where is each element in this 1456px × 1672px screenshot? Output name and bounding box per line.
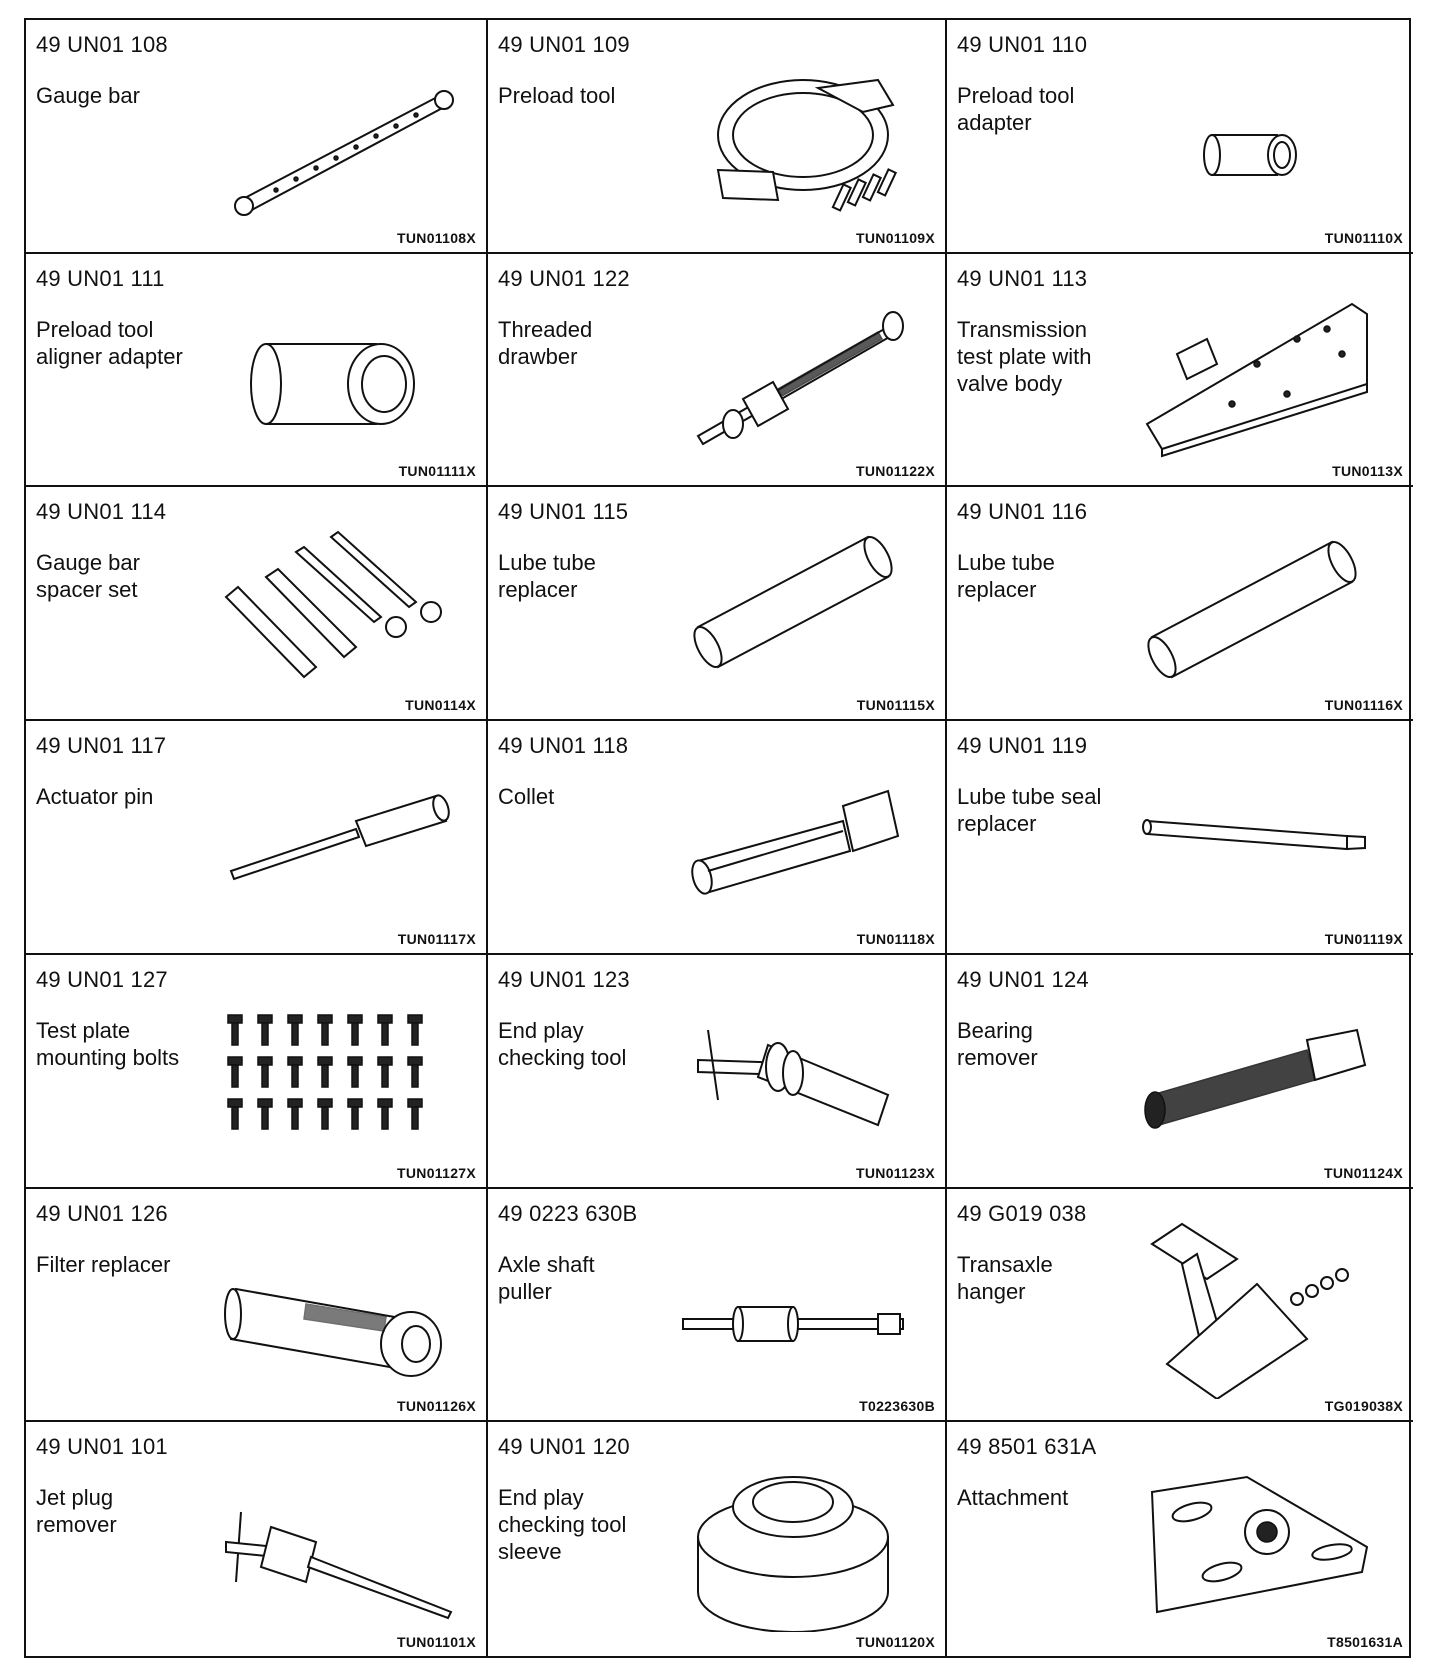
tool-name: Filter replacer (36, 1251, 171, 1277)
tool-cell (26, 721, 488, 955)
part-number: 49 UN01 115 (498, 499, 629, 525)
tool-name: Jet plug remover (36, 1485, 117, 1538)
part-number: 49 UN01 118 (498, 733, 629, 759)
tool-name: Transmission test plate with valve body (957, 316, 1092, 396)
figure-code: TUN01120X (856, 1633, 935, 1650)
bearing-remover-icon (1137, 985, 1377, 1165)
attachment-icon (1137, 1452, 1377, 1632)
tool-cell (26, 955, 488, 1189)
tool-cell (26, 487, 488, 721)
figure-code: TUN01124X (1324, 1164, 1403, 1181)
filter-replacer-icon (216, 1219, 456, 1399)
tool-name: Gauge bar spacer set (36, 550, 140, 603)
figure-code: TUN01108X (397, 229, 476, 246)
part-number: 49 UN01 126 (36, 1200, 168, 1226)
part-number: 49 UN01 117 (36, 733, 167, 759)
axle-puller-icon (678, 1219, 918, 1399)
tool-cell (488, 20, 947, 254)
figure-code: TUN01109X (856, 229, 935, 246)
part-number: 49 UN01 123 (498, 966, 630, 992)
tool-cell (947, 955, 1413, 1189)
tool-name: Threaded drawber (498, 316, 593, 369)
part-number: 49 UN01 116 (957, 499, 1088, 525)
figure-code: TUN01110X (1324, 229, 1403, 246)
figure-code: T0223630B (859, 1398, 935, 1415)
tool-cell (26, 254, 488, 488)
tool-cell (488, 721, 947, 955)
sleeve-icon (678, 1452, 918, 1632)
figure-code: T8501631A (1327, 1633, 1403, 1650)
tool-cell (947, 721, 1413, 955)
actuator-pin-icon (216, 751, 456, 931)
tool-name: Lube tube replacer (957, 550, 1055, 603)
lube-tube-replacer-icon (678, 517, 918, 697)
part-number: 49 UN01 122 (498, 265, 630, 291)
transaxle-hanger-icon (1137, 1219, 1377, 1399)
tool-name: End play checking tool sleeve (498, 1485, 627, 1565)
tool-cell (947, 487, 1413, 721)
seal-replacer-icon (1137, 751, 1377, 931)
part-number: 49 UN01 110 (957, 32, 1088, 57)
end-play-tool-icon (678, 985, 918, 1165)
tool-name: Preload tool adapter (957, 83, 1075, 135)
figure-code: TUN01119X (1324, 930, 1403, 947)
gauge-bar-icon (216, 50, 456, 230)
tool-name: Axle shaft puller (498, 1251, 595, 1304)
part-number: 49 UN01 120 (498, 1434, 630, 1460)
collet-icon (678, 751, 918, 931)
jet-plug-remover-icon (216, 1452, 456, 1632)
threaded-drawbar-icon (678, 284, 918, 464)
tool-cell (947, 20, 1413, 254)
figure-code: TUN01117X (397, 930, 476, 947)
tool-name: Lube tube seal replacer (957, 784, 1102, 837)
tool-cell (488, 955, 947, 1189)
tool-name: Test plate mounting bolts (36, 1017, 180, 1070)
mounting-bolts-icon (216, 985, 456, 1165)
tool-cell (488, 1189, 947, 1423)
part-number: 49 UN01 114 (36, 499, 167, 525)
tool-name: Gauge bar (36, 83, 140, 108)
test-plate-icon (1137, 284, 1377, 464)
part-number: 49 UN01 111 (36, 265, 165, 291)
figure-code: TUN0114X (405, 697, 476, 714)
tool-name: End play checking tool (498, 1017, 627, 1070)
part-number: 49 UN01 108 (36, 32, 168, 57)
part-number: 49 UN01 124 (957, 966, 1089, 992)
tool-cell (26, 20, 488, 254)
tool-cell (488, 1422, 947, 1656)
tool-name: Lube tube replacer (498, 550, 596, 603)
figure-code: TUN01126X (397, 1398, 476, 1415)
part-number: 49 UN01 127 (36, 966, 168, 992)
tool-name: Bearing remover (957, 1017, 1038, 1070)
figure-code: TUN01123X (856, 1164, 935, 1181)
tool-cell (26, 1422, 488, 1656)
figure-code: TUN01111X (398, 463, 476, 480)
preload-tool-adapter-icon (1137, 50, 1377, 230)
figure-code: TUN01101X (397, 1633, 476, 1650)
part-number: 49 UN01 101 (36, 1434, 168, 1460)
tool-name: Actuator pin (36, 784, 154, 810)
tool-name: Attachment (957, 1485, 1069, 1511)
figure-code: TUN01116X (1324, 697, 1403, 714)
preload-tool-icon (678, 50, 918, 230)
tool-cell (26, 1189, 488, 1423)
figure-code: TUN01127X (397, 1164, 476, 1181)
figure-code: TG019038X (1324, 1398, 1403, 1415)
tool-name: Preload tool aligner adapter (36, 316, 183, 369)
tool-name: Transaxle hanger (957, 1251, 1053, 1304)
tool-name: Preload tool (498, 83, 616, 108)
part-number: 49 0223 630B (498, 1200, 638, 1226)
tool-cell (947, 1422, 1413, 1656)
part-number: 49 UN01 109 (498, 32, 630, 57)
lube-tube-replacer-icon (1137, 517, 1377, 697)
part-number: 49 8501 631A (957, 1434, 1097, 1460)
figure-code: TUN01122X (856, 463, 935, 480)
spacer-set-icon (216, 517, 456, 697)
tool-cell (947, 1189, 1413, 1423)
tool-cell (488, 254, 947, 488)
figure-code: TUN01118X (856, 930, 935, 947)
part-number: 49 UN01 119 (957, 733, 1088, 759)
aligner-adapter-icon (216, 284, 456, 464)
figure-code: TUN01115X (856, 697, 935, 714)
part-number: 49 G019 038 (957, 1200, 1087, 1226)
part-number: 49 UN01 113 (957, 265, 1088, 291)
figure-code: TUN0113X (1332, 463, 1403, 480)
tool-cell (947, 254, 1413, 488)
tool-name: Collet (498, 784, 555, 810)
special-tools-table (24, 18, 1411, 1658)
tool-cell (488, 487, 947, 721)
